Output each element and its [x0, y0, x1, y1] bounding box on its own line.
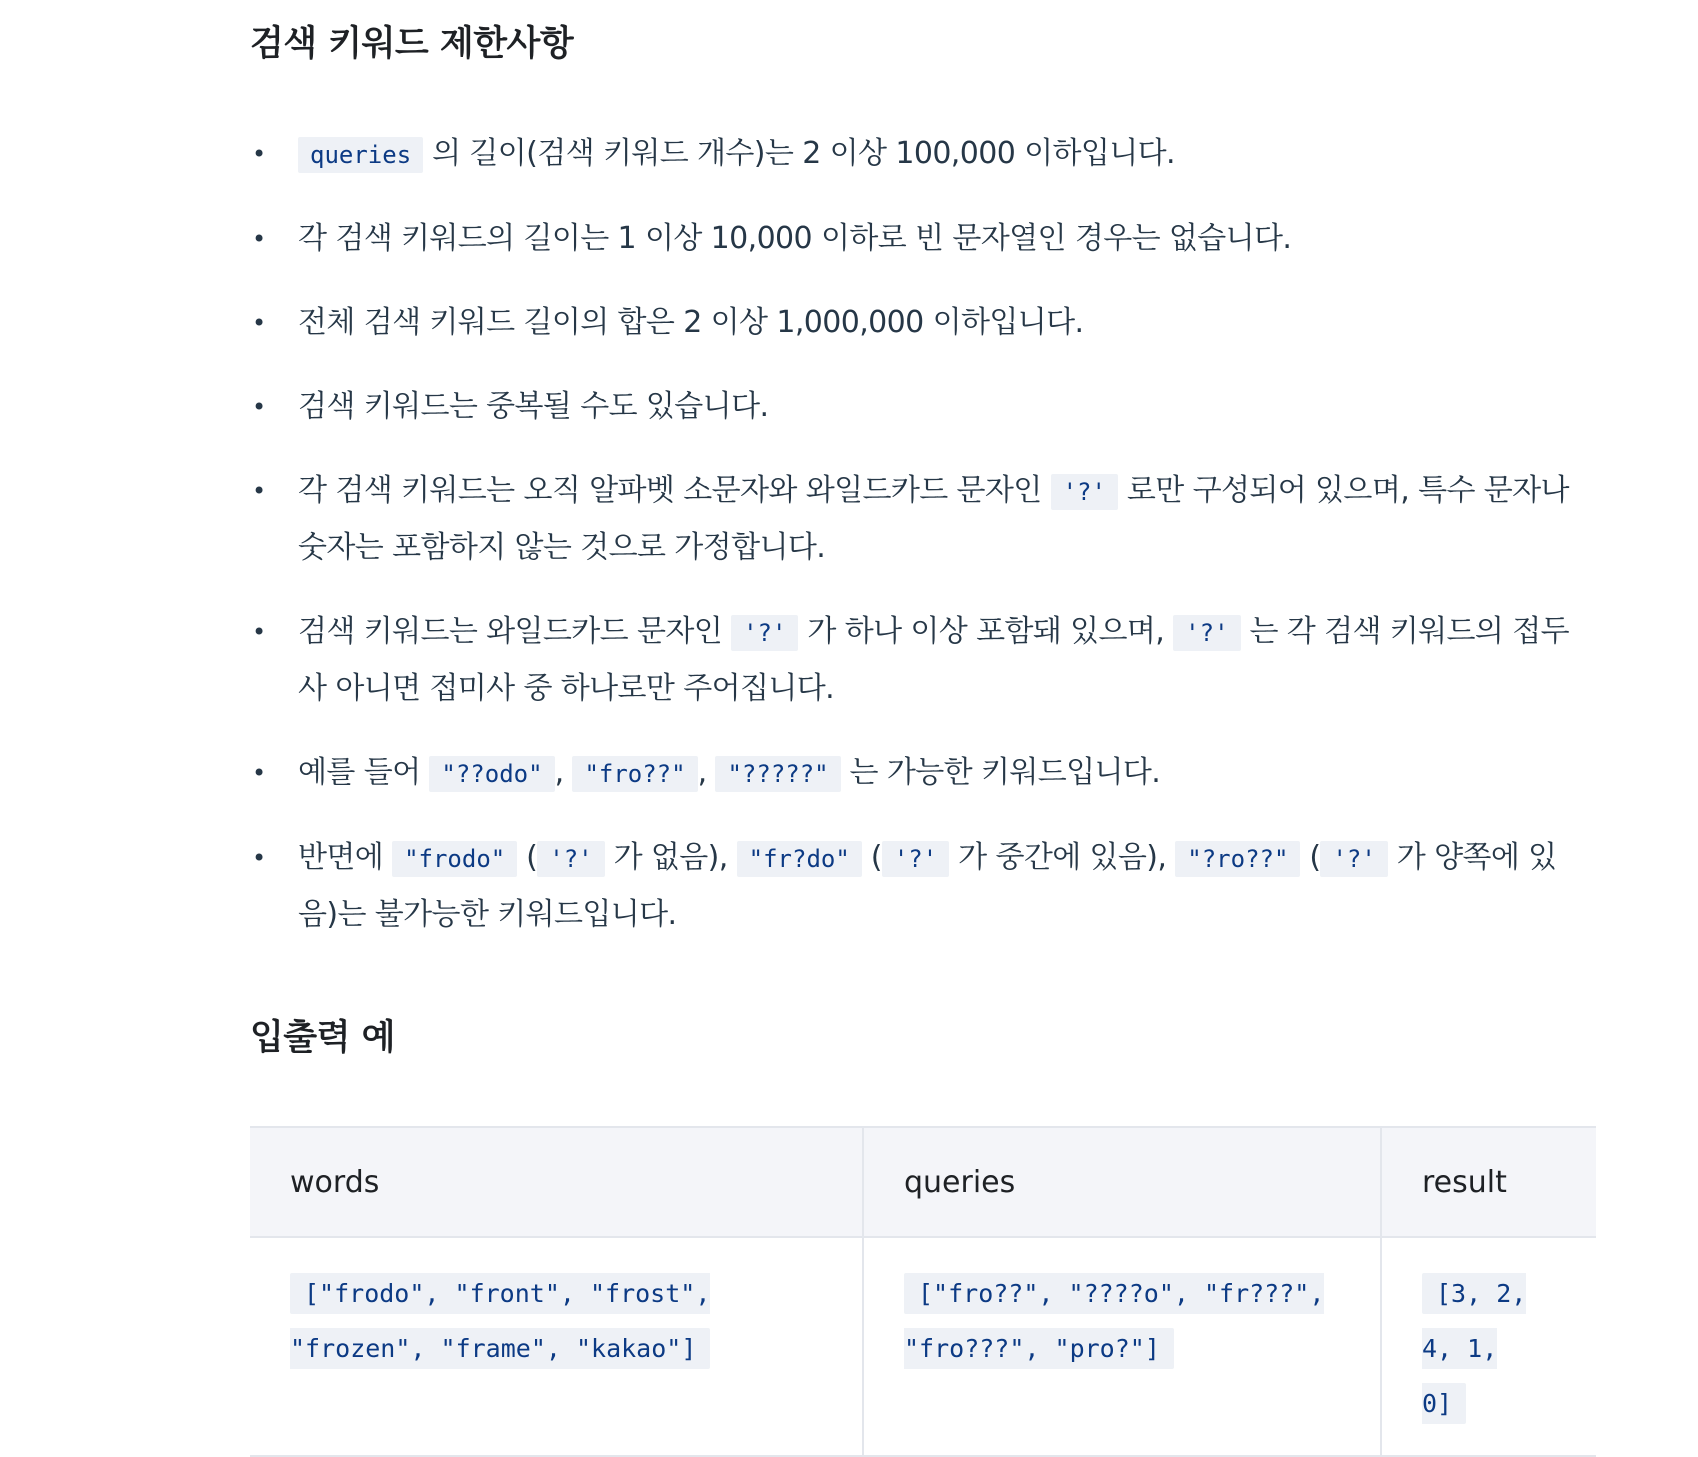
inline-code: '?': [1173, 615, 1240, 651]
inline-code: '?': [1320, 841, 1387, 877]
restrictions-heading: 검색 키워드 제한사항: [250, 24, 574, 64]
list-item: • 전체 검색 키워드 길이의 합은 2 이상 1,000,000 이하입니다.: [250, 295, 1595, 351]
result-value: [3, 2, 4, 1, 0]: [1422, 1273, 1526, 1424]
inline-code: "??odo": [429, 756, 554, 792]
inline-code: '?': [1051, 474, 1118, 510]
column-header-result: result: [1381, 1127, 1596, 1237]
cell-result: [1381, 1237, 1596, 1456]
list-item: • 검색 키워드는 와일드카드 문자인 '?' 가 하나 이상 포함돼 있으며, '?' 는 각 검색 키워드의 접두사 아니면 접미사 중 하나로만 주어집니다.: [250, 604, 1595, 717]
examples-table: [250, 1126, 1596, 1457]
inline-code: "?????": [715, 756, 840, 792]
inline-code: queries: [298, 137, 423, 173]
restrictions-list: [250, 126, 1595, 971]
inline-code: '?': [882, 841, 949, 877]
words-value: ["frodo", "front", "frost", "frozen", "frame", "kakao"]: [290, 1273, 710, 1369]
list-item: • 각 검색 키워드의 길이는 1 이상 10,000 이하로 빈 문자열인 경우는 없습니다.: [250, 211, 1595, 267]
column-header-words: words: [250, 1127, 863, 1237]
list-item: • 각 검색 키워드는 오직 알파벳 소문자와 와일드카드 문자인 '?' 로만 구성되어 있으며, 특수 문자나 숫자는 포함하지 않는 것으로 가정합니다.: [250, 463, 1595, 576]
list-item: • 반면에 "frodo" ( '?' 가 없음), "fr?do" ( '?' 가 중간에 있음), "?ro??" ( '?' 가 양쪽에 있음)는 불가능한 키워드입니다.: [250, 830, 1595, 943]
examples-heading: 입출력 예: [250, 1018, 395, 1058]
cell-queries: [863, 1237, 1381, 1456]
inline-code: "fro??": [572, 756, 697, 792]
inline-code: "?ro??": [1175, 841, 1300, 877]
table-header-row: [250, 1127, 1596, 1237]
queries-value: ["fro??", "????o", "fr???", "fro???", "pro?"]: [904, 1273, 1324, 1369]
inline-code: "frodo": [392, 841, 517, 877]
list-item: • 예를 들어 "??odo" , "fro??" , "?????" 는 가능한 키워드입니다.: [250, 745, 1595, 802]
list-item: • 검색 키워드는 중복될 수도 있습니다.: [250, 379, 1595, 435]
inline-code: "fr?do": [737, 841, 862, 877]
column-header-queries: queries: [863, 1127, 1381, 1237]
list-item: • queries 의 길이(검색 키워드 개수)는 2 이상 100,000 이하입니다.: [250, 126, 1595, 183]
inline-code: '?': [731, 615, 798, 651]
table-row: [250, 1237, 1596, 1456]
inline-code: '?': [537, 841, 604, 877]
cell-words: [250, 1237, 863, 1456]
